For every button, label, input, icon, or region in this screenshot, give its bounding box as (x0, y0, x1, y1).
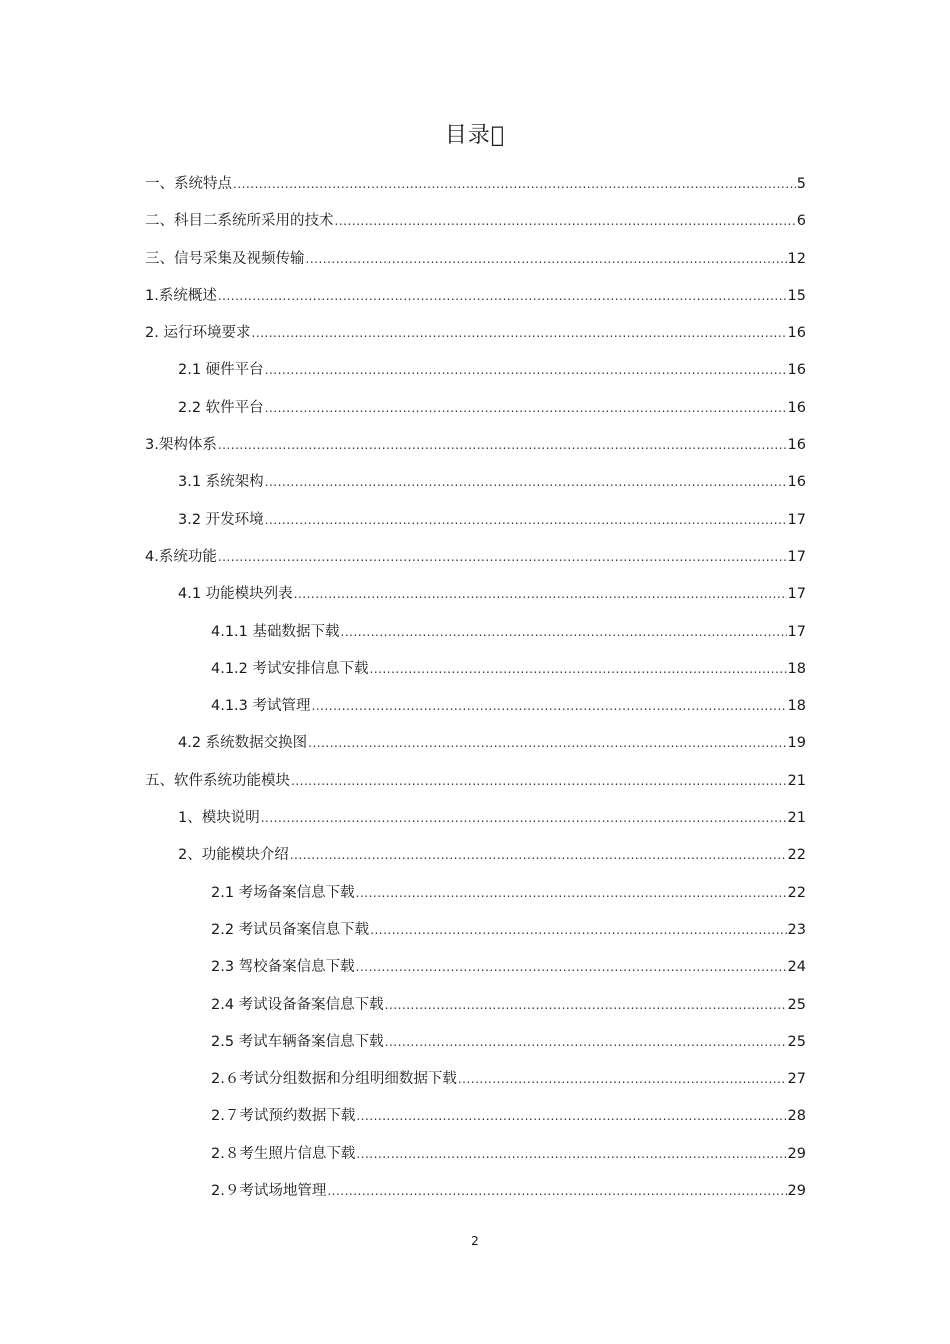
toc-entry-label: 2.７考试预约数据下载 (211, 1108, 356, 1125)
toc-entry[interactable] (0, 278, 950, 315)
toc-entry-page: 24 (787, 959, 806, 976)
toc-entry-label: 4.1 功能模块列表 (178, 586, 293, 603)
toc-dot-leader (290, 837, 787, 874)
toc-entry[interactable] (0, 763, 950, 800)
toc-entry-page: 22 (787, 847, 806, 864)
toc-entry-page: 5 (796, 176, 806, 192)
toc-entry-page: 15 (787, 287, 806, 304)
toc-dot-leader (312, 688, 787, 725)
toc-dot-leader (370, 651, 787, 688)
toc-dot-leader (265, 352, 787, 389)
toc-entry-label: 2. 运行环境要求 (145, 325, 251, 342)
toc-entry-page: 16 (787, 399, 806, 416)
toc-entry-page: 17 (787, 623, 806, 640)
toc-entry-label: 2.1 考场备案信息下载 (211, 884, 355, 901)
toc-entry-label: 一、系统特点 (145, 176, 232, 192)
toc-entry-page: 17 (787, 511, 806, 528)
toc-entry[interactable] (0, 427, 950, 464)
toc-entry[interactable] (0, 837, 950, 874)
toc-entry-label: 1、模块说明 (178, 810, 260, 827)
toc-entry-label: 3.架构体系 (145, 437, 217, 454)
toc-entry-page: 18 (787, 698, 806, 715)
toc-entry-label: 五、软件系统功能模块 (145, 772, 290, 789)
toc-dot-leader (356, 1136, 786, 1173)
toc-entry[interactable] (0, 241, 950, 278)
toc-entry-label: 2.5 考试车辆备案信息下载 (211, 1033, 384, 1050)
toc-dot-leader (356, 949, 787, 986)
toc-entry[interactable] (0, 352, 950, 389)
toc-entry-page: 6 (796, 213, 806, 230)
toc-entry-page: 25 (787, 1033, 806, 1050)
toc-entry-page: 22 (787, 884, 806, 901)
toc-dot-leader (458, 1061, 787, 1098)
toc-entry-page: 27 (787, 1071, 806, 1088)
toc-entry-page: 29 (787, 1145, 806, 1162)
toc-dot-leader (251, 315, 786, 352)
toc-entry[interactable] (0, 725, 950, 762)
toc-entry[interactable] (0, 502, 950, 539)
toc-entry-label: 4.1.1 基础数据下载 (211, 623, 340, 640)
toc-entry[interactable] (0, 464, 950, 501)
toc-entry-page: 17 (787, 548, 806, 565)
toc-entry[interactable] (0, 539, 950, 576)
toc-entry[interactable] (0, 800, 950, 837)
toc-dot-leader (218, 427, 787, 464)
toc-entry[interactable] (0, 987, 950, 1024)
toc-dot-leader (356, 875, 787, 912)
toc-entry[interactable] (0, 390, 950, 427)
toc-entry[interactable] (0, 576, 950, 613)
page-number: 2 (471, 1234, 479, 1248)
toc-entry-page: 16 (787, 325, 806, 342)
toc-entry[interactable] (0, 912, 950, 949)
toc-entry-page: 16 (787, 437, 806, 454)
toc-entry-page: 23 (787, 921, 806, 938)
toc-entry[interactable] (0, 651, 950, 688)
toc-entry-page: 28 (787, 1108, 806, 1125)
toc-entry[interactable] (0, 166, 950, 203)
toc-entry-label: 二、科目二系统所采用的技术 (145, 213, 334, 230)
toc-entry[interactable] (0, 875, 950, 912)
toc-dot-leader (356, 1098, 786, 1135)
toc-entry-label: 2.６考试分组数据和分组明细数据下载 (211, 1071, 457, 1088)
toc-entry-page: 16 (787, 474, 806, 491)
toc-entry-label: 4.系统功能 (145, 548, 217, 565)
toc-entry[interactable] (0, 1136, 950, 1173)
toc-dot-leader (291, 763, 787, 800)
toc-entry-label: 2.3 驾校备案信息下载 (211, 959, 355, 976)
toc-entry[interactable] (0, 1173, 950, 1210)
toc-dot-leader (294, 576, 787, 613)
toc-entry-label: 3.1 系统架构 (178, 474, 264, 491)
toc-dot-leader (370, 912, 786, 949)
toc-dot-leader (385, 1024, 787, 1061)
toc-entry-label: 4.2 系统数据交换图 (178, 735, 308, 752)
toc-entry-label: 2、功能模块介绍 (178, 847, 289, 864)
toc-dot-leader (218, 539, 787, 576)
toc-dot-leader (306, 241, 787, 278)
toc-dot-leader (265, 390, 787, 427)
toc-entry[interactable] (0, 1098, 950, 1135)
toc-entry-page: 17 (787, 586, 806, 603)
toc-dot-leader (308, 725, 786, 762)
toc-entry-label: 4.1.3 考试管理 (211, 698, 311, 715)
toc-entry-page: 25 (787, 996, 806, 1013)
toc-entry-page: 21 (787, 772, 806, 789)
toc-entry-label: 2.4 考试设备备案信息下载 (211, 996, 384, 1013)
toc-entry-page: 12 (787, 250, 806, 267)
toc-entry[interactable] (0, 315, 950, 352)
toc-entry[interactable] (0, 1024, 950, 1061)
toc-dot-leader (335, 203, 796, 240)
toc-dot-leader (341, 614, 787, 651)
toc-entry-label: 3.2 开发环境 (178, 511, 264, 528)
toc-dot-leader (261, 800, 787, 837)
toc-entry[interactable] (0, 688, 950, 725)
toc-entry-label: 三、信号采集及视频传输 (145, 250, 305, 267)
toc-entry-label: 1.系统概述 (145, 287, 217, 304)
toc-entry-label: 2.2 软件平台 (178, 399, 264, 416)
toc-dot-leader (385, 987, 787, 1024)
toc-entry[interactable] (0, 1061, 950, 1098)
toc-dot-leader (233, 166, 796, 203)
toc-entry-label: 2.９考试场地管理 (211, 1183, 327, 1200)
toc-entry-page: 29 (787, 1183, 806, 1200)
toc-entry[interactable] (0, 203, 950, 240)
toc-entry-page: 18 (787, 660, 806, 677)
toc-dot-leader (327, 1173, 786, 1210)
toc-entry[interactable] (0, 614, 950, 651)
toc-dot-leader (265, 502, 787, 539)
toc-dot-leader (218, 278, 787, 315)
toc-entry-page: 19 (787, 735, 806, 752)
toc-entry-page: 21 (787, 810, 806, 827)
toc-dot-leader (265, 464, 787, 501)
toc-entry-label: 4.1.2 考试安排信息下载 (211, 660, 369, 677)
toc-entry-page: 16 (787, 362, 806, 379)
table-of-contents (0, 166, 950, 1210)
page-title: 目录  (444, 123, 506, 148)
toc-entry-label: 2.2 考试员备案信息下载 (211, 921, 370, 938)
toc-entry-label: 2.1 硬件平台 (178, 362, 264, 379)
toc-entry-label: 2.８考生照片信息下载 (211, 1145, 356, 1162)
toc-entry[interactable] (0, 949, 950, 986)
